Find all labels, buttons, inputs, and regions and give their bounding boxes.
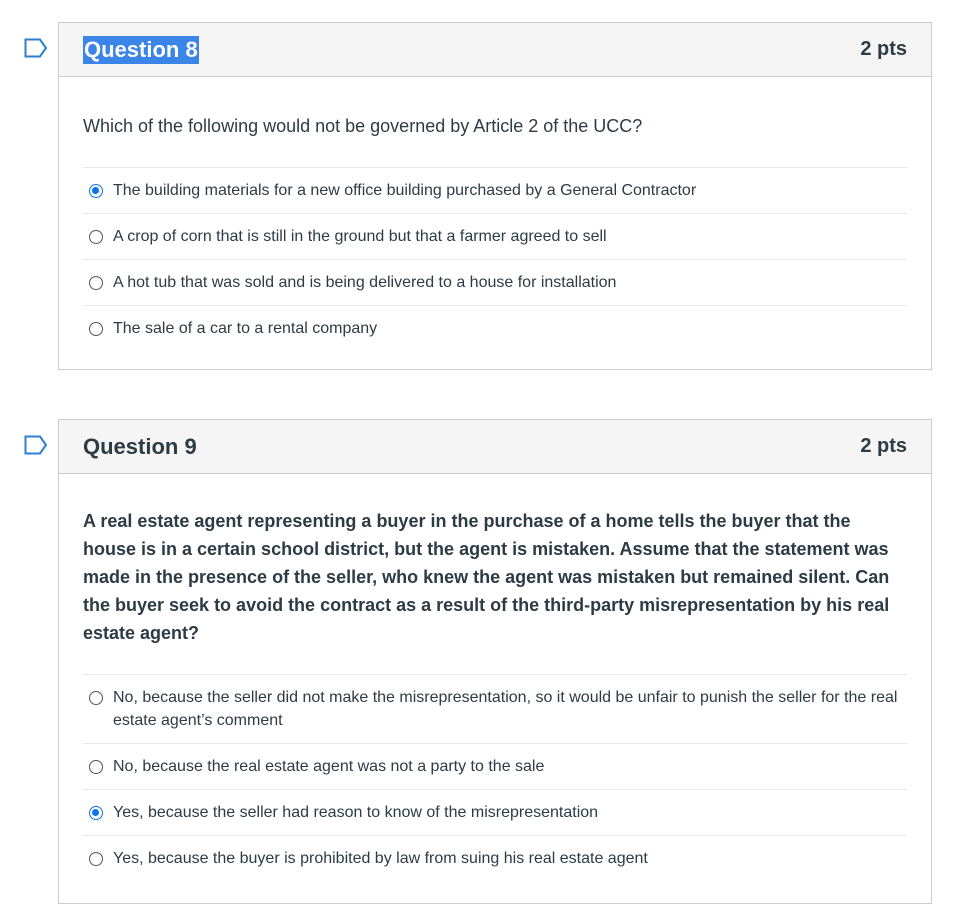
radio-button-icon[interactable]: [89, 230, 103, 244]
answer-list: [83, 167, 907, 351]
answer-label: The building materials for a new office building purchased by a General Contractor: [113, 182, 697, 199]
answer-label: A hot tub that was sold and is being delivered to a house for installation: [113, 274, 617, 291]
answer-label: No, because the seller did not make the misrepresentation, so it would be unfair to punish the seller for the real estate agent’s comment: [113, 689, 898, 729]
flag-question-8-icon[interactable]: [24, 38, 48, 58]
answer-label: A crop of corn that is still in the ground but that a farmer agreed to sell: [113, 228, 607, 245]
answer-option[interactable]: [83, 214, 907, 260]
radio-selected-icon[interactable]: [89, 806, 103, 820]
answer-list: [83, 674, 907, 881]
radio-selected-icon[interactable]: [89, 184, 103, 198]
question-title: Question 9: [83, 433, 197, 459]
answer-option[interactable]: [83, 675, 907, 744]
answer-label: Yes, because the seller had reason to know of the misrepresentation: [113, 804, 599, 821]
question-9-card: [58, 419, 932, 904]
flag-question-9-icon[interactable]: [24, 435, 48, 455]
answer-option[interactable]: [83, 306, 907, 351]
question-header: [59, 420, 931, 474]
question-points: 2 pts: [860, 38, 907, 60]
answer-label: No, because the real estate agent was not a party to the sale: [113, 758, 545, 775]
radio-button-icon[interactable]: [89, 276, 103, 290]
question-title: Question 8: [84, 36, 198, 62]
answer-option[interactable]: [83, 790, 907, 836]
answer-label: Yes, because the buyer is prohibited by law from suing his real estate agent: [113, 850, 648, 867]
question-text: A real estate agent representing a buyer in the purchase of a home tells the buyer that the house is in a certain school district, but the agent is mistaken. Assume that the statement was made in the presence of the seller, who knew the agent was mistaken but remained silent. Can the buyer seek to avoid the contract as a result of the third-party misrepresentation by his real estate agent?: [83, 511, 890, 643]
question-8-card: [58, 22, 932, 370]
answer-option[interactable]: [83, 168, 907, 214]
radio-button-icon[interactable]: [89, 852, 103, 866]
answer-option[interactable]: [83, 744, 907, 790]
answer-option[interactable]: [83, 836, 907, 881]
question-header: [59, 23, 931, 77]
radio-button-icon[interactable]: [89, 691, 103, 705]
answer-option[interactable]: [83, 260, 907, 306]
radio-button-icon[interactable]: [89, 760, 103, 774]
question-points: 2 pts: [860, 435, 907, 457]
radio-button-icon[interactable]: [89, 322, 103, 336]
question-text: Which of the following would not be governed by Article 2 of the UCC?: [83, 116, 643, 136]
answer-label: The sale of a car to a rental company: [113, 320, 378, 337]
